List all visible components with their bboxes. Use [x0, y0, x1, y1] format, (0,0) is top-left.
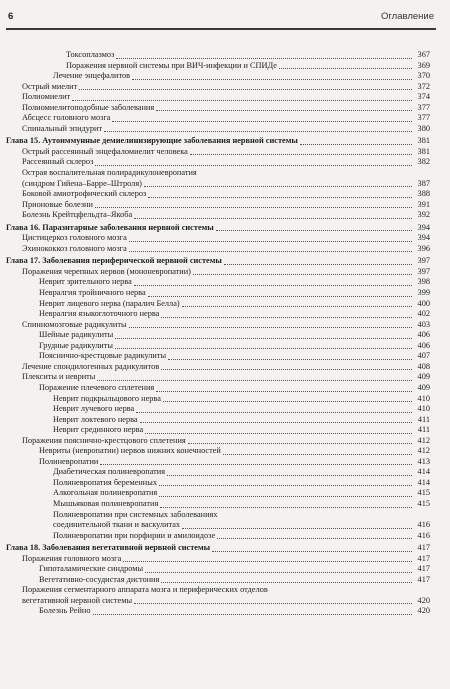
- toc-page-number: 403: [417, 319, 430, 329]
- dot-leader: [116, 58, 412, 59]
- toc-page-number: 388: [417, 189, 430, 199]
- toc-page-number: 367: [417, 50, 430, 59]
- dot-leader: [182, 528, 412, 529]
- toc-page-number: 391: [417, 199, 430, 209]
- toc-entry: [0, 157, 450, 168]
- toc-entry-title: Поражения головного мозга: [22, 553, 122, 563]
- toc-entry: [0, 510, 450, 521]
- toc-entry: [0, 288, 450, 299]
- toc-entry-title: Неврит подкрыльцового нерва: [53, 393, 161, 403]
- toc-entry-title: (синдром Гийена–Барре–Штроля): [22, 178, 142, 188]
- toc-entry: [0, 446, 450, 457]
- toc-page-number: 394: [417, 222, 430, 232]
- toc-page-number: 409: [417, 382, 430, 392]
- table-of-contents: [0, 50, 450, 617]
- toc-page-number: 380: [417, 123, 430, 133]
- dot-leader: [163, 401, 412, 402]
- dot-leader: [168, 359, 412, 360]
- toc-entry-title: Неврит локтевого нерва: [53, 414, 138, 424]
- toc-entry: [0, 436, 450, 447]
- toc-page-number: 415: [417, 488, 430, 498]
- toc-entry-title: Острый рассеянный энцефаломиелит человека: [22, 146, 188, 156]
- dot-leader: [160, 507, 412, 508]
- toc-entry: [0, 362, 450, 373]
- toc-entry-title: Глава 16. Паразитарные заболевания нервной системы: [6, 222, 214, 232]
- toc-entry: [0, 103, 450, 114]
- toc-entry: [0, 467, 450, 478]
- toc-entry-title: Полиомиелитоподобные заболевания: [22, 102, 155, 112]
- dot-leader: [224, 264, 412, 265]
- toc-page-number: 420: [417, 595, 430, 605]
- dot-leader: [140, 422, 412, 423]
- toc-entry: [0, 92, 450, 103]
- dot-leader: [104, 131, 412, 132]
- toc-entry-title: Поражения черепных нервов (мононевропатии): [22, 266, 191, 276]
- toc-page-number: 396: [417, 243, 430, 253]
- toc-entry-title: Острый миелит: [22, 81, 78, 91]
- dot-leader: [159, 496, 412, 497]
- toc-page-number: 382: [417, 157, 430, 167]
- toc-entry-title: Поражения нервной системы при ВИЧ-инфекции и СПИДе: [66, 60, 277, 70]
- toc-page-number: 372: [417, 81, 430, 91]
- dot-leader: [129, 327, 412, 328]
- toc-page-number: 406: [417, 340, 430, 350]
- toc-entry-title: соединительной ткани и васкулитах: [53, 520, 181, 530]
- toc-page-number: 409: [417, 372, 430, 382]
- dot-leader: [223, 454, 412, 455]
- dot-leader: [217, 538, 412, 539]
- toc-page-number: 420: [417, 606, 430, 616]
- toc-entry: [0, 499, 450, 510]
- toc-page-number: 394: [417, 233, 430, 243]
- toc-page-number: 416: [417, 530, 430, 540]
- dot-leader: [72, 100, 412, 101]
- dot-leader: [95, 207, 412, 208]
- toc-page-number: 410: [417, 404, 430, 414]
- dot-leader: [123, 561, 412, 562]
- dot-leader: [216, 230, 412, 231]
- toc-page-number: 392: [417, 210, 430, 220]
- dot-leader: [300, 144, 412, 145]
- toc-entry-title: Болезнь Рейно: [39, 606, 91, 616]
- toc-entry: [0, 394, 450, 405]
- toc-page-number: 370: [417, 71, 430, 81]
- toc-chapter-entry: [0, 223, 450, 234]
- dot-leader: [115, 348, 412, 349]
- toc-entry: [0, 210, 450, 221]
- dot-leader: [148, 296, 412, 297]
- toc-entry: [0, 200, 450, 211]
- dot-leader: [212, 551, 412, 552]
- toc-entry: [0, 531, 450, 542]
- dot-leader: [136, 412, 412, 413]
- toc-entry: [0, 168, 450, 179]
- toc-entry-title: Поражение плечевого сплетения: [39, 382, 155, 392]
- toc-entry: [0, 575, 450, 586]
- dot-leader: [144, 186, 412, 187]
- toc-entry-title: Поражения сегментарного аппарата мозга и периферических отделов: [22, 585, 268, 595]
- toc-page-number: 397: [417, 266, 430, 276]
- dot-leader: [95, 165, 412, 166]
- toc-entry-title: Спинномозговые радикулиты: [22, 319, 127, 329]
- toc-entry: [0, 277, 450, 288]
- toc-entry: [0, 383, 450, 394]
- toc-page-number: 412: [417, 435, 430, 445]
- dot-leader: [79, 89, 412, 90]
- dot-leader: [145, 433, 412, 434]
- dot-leader: [134, 603, 412, 604]
- toc-page-number: 416: [417, 520, 430, 530]
- toc-entry: [0, 585, 450, 596]
- toc-entry-title: Невралгия языкоглоточного нерва: [39, 309, 160, 319]
- toc-entry: [0, 61, 450, 72]
- toc-entry-title: Болезнь Крейтцфельдта–Якоба: [22, 210, 133, 220]
- dot-leader: [156, 391, 412, 392]
- running-title: Оглавление: [381, 11, 434, 22]
- toc-page-number: 412: [417, 446, 430, 456]
- toc-entry-title: Лечение энцефалитов: [53, 71, 131, 81]
- toc-entry-title: Невриты (невропатии) нервов нижних конечностей: [39, 446, 221, 456]
- dot-leader: [279, 68, 412, 69]
- toc-entry: [0, 330, 450, 341]
- toc-entry-title: Глава 17. Заболевания периферической нервной системы: [6, 256, 222, 266]
- toc-entry: [0, 189, 450, 200]
- toc-page-number: 387: [417, 178, 430, 188]
- toc-page-number: 411: [417, 425, 430, 435]
- toc-entry-title: Невралгия тройничного нерва: [39, 288, 146, 298]
- toc-entry: [0, 124, 450, 135]
- toc-entry-title: Эхинококкоз головного мозга: [22, 243, 127, 253]
- toc-page-number: 400: [417, 298, 430, 308]
- toc-page-number: 410: [417, 393, 430, 403]
- toc-chapter-entry: [0, 256, 450, 267]
- toc-entry-title: Неврит лицевого нерва (паралич Белла): [39, 298, 180, 308]
- toc-entry-title: Токсоплазмоз: [66, 50, 115, 59]
- toc-entry-title: Вегетативно-сосудистая дистония: [39, 574, 160, 584]
- toc-entry: [0, 244, 450, 255]
- toc-entry-title: Алкогольная полиневропатия: [53, 488, 158, 498]
- toc-page-number: 417: [417, 543, 430, 553]
- toc-entry-title: Поражения пояснично-крестцового сплетения: [22, 435, 186, 445]
- toc-entry: [0, 82, 450, 93]
- toc-entry: [0, 554, 450, 565]
- toc-entry-title: Неврит лучевого нерва: [53, 404, 135, 414]
- toc-entry: [0, 520, 450, 531]
- dot-leader: [134, 285, 412, 286]
- toc-page-number: 377: [417, 113, 430, 123]
- toc-entry-title: вегетативной нервной системы: [22, 595, 133, 605]
- toc-entry: [0, 564, 450, 575]
- dot-leader: [115, 338, 412, 339]
- toc-entry: [0, 309, 450, 320]
- dot-leader: [132, 79, 412, 80]
- toc-page-number: 397: [417, 256, 430, 266]
- toc-entry: [0, 147, 450, 158]
- toc-entry: [0, 488, 450, 499]
- toc-entry-title: Грудные радикулиты: [39, 340, 113, 350]
- toc-entry-title: Шейные радикулиты: [39, 330, 114, 340]
- dot-leader: [129, 241, 412, 242]
- toc-entry-title: Неврит срединного нерва: [53, 425, 144, 435]
- toc-entry-title: Полиомиелит: [22, 92, 71, 102]
- toc-entry: [0, 113, 450, 124]
- toc-page-number: 417: [417, 553, 430, 563]
- toc-page-number: 407: [417, 351, 430, 361]
- toc-page-number: 398: [417, 277, 430, 287]
- toc-page-number: 414: [417, 467, 430, 477]
- toc-entry-title: Полиневропатии: [39, 456, 99, 466]
- toc-entry: [0, 50, 450, 61]
- toc-chapter-entry: [0, 543, 450, 554]
- dot-leader: [145, 572, 412, 573]
- toc-entry-title: Полиневропатии при системных заболеваниях: [53, 509, 218, 519]
- toc-page-number: 411: [417, 414, 430, 424]
- toc-entry-title: Спинальный эпидурит: [22, 123, 103, 133]
- toc-entry-title: Глава 18. Заболевания вегетативной нервной системы: [6, 543, 211, 553]
- dot-leader: [97, 380, 412, 381]
- dot-leader: [129, 251, 412, 252]
- toc-page-number: 381: [417, 136, 430, 146]
- toc-entry: [0, 267, 450, 278]
- toc-entry-title: Гипоталамические синдромы: [39, 564, 144, 574]
- toc-entry-title: Неврит зрительного нерва: [39, 277, 132, 287]
- toc-entry: [0, 596, 450, 607]
- toc-entry-title: Острая воспалительная полирадикулоневропатия: [22, 168, 197, 178]
- toc-entry: [0, 425, 450, 436]
- toc-entry-title: Боковой амиотрофический склероз: [22, 189, 147, 199]
- dot-leader: [134, 218, 412, 219]
- dot-leader: [148, 197, 412, 198]
- toc-entry: [0, 299, 450, 310]
- dot-leader: [156, 110, 412, 111]
- toc-entry-title: Прионовые болезни: [22, 199, 93, 209]
- toc-page-number: 413: [417, 456, 430, 466]
- toc-entry: [0, 341, 450, 352]
- toc-entry: [0, 606, 450, 617]
- dot-leader: [182, 306, 412, 307]
- dot-leader: [112, 121, 412, 122]
- dot-leader: [167, 475, 412, 476]
- dot-leader: [190, 154, 412, 155]
- toc-entry-title: Диабетическая полиневропатия: [53, 467, 166, 477]
- toc-chapter-entry: [0, 136, 450, 147]
- toc-entry-title: Цистицеркоз головного мозга: [22, 233, 127, 243]
- toc-entry: [0, 71, 450, 82]
- dot-leader: [161, 369, 412, 370]
- toc-entry-title: Лечение спондилогенных радикулитов: [22, 361, 160, 371]
- dot-leader: [159, 485, 412, 486]
- toc-page-number: 417: [417, 564, 430, 574]
- dot-leader: [100, 464, 412, 465]
- toc-entry: [0, 457, 450, 468]
- toc-entry-title: Полиневропатия беременных: [53, 477, 157, 487]
- toc-page-number: 374: [417, 92, 430, 102]
- toc-entry-title: Мышьяковая полиневропатия: [53, 498, 159, 508]
- toc-page-number: 414: [417, 477, 430, 487]
- toc-entry-title: Рассеянный склероз: [22, 157, 94, 167]
- toc-page-number: 377: [417, 102, 430, 112]
- toc-page-number: 415: [417, 498, 430, 508]
- toc-entry: [0, 372, 450, 383]
- toc-page-number: 369: [417, 60, 430, 70]
- toc-entry-title: Абсцесс головного мозга: [22, 113, 111, 123]
- toc-entry-title: Плекситы и невриты: [22, 372, 96, 382]
- toc-entry-title: Пояснично-крестцовые радикулиты: [39, 351, 167, 361]
- toc-entry: [0, 478, 450, 489]
- toc-entry: [0, 179, 450, 190]
- toc-entry: [0, 351, 450, 362]
- toc-page-number: 399: [417, 288, 430, 298]
- dot-leader: [161, 582, 412, 583]
- toc-entry: [0, 320, 450, 331]
- toc-page-number: 408: [417, 361, 430, 371]
- toc-entry-title: Глава 15. Аутоиммунные демиелинизирующие заболевания нервной системы: [6, 136, 298, 146]
- dot-leader: [188, 443, 412, 444]
- toc-page-number: 381: [417, 146, 430, 156]
- toc-entry-title: Полиневропатии при порфирии и амилоидозе: [53, 530, 216, 540]
- page-number: 6: [8, 11, 14, 22]
- dot-leader: [161, 317, 412, 318]
- toc-page-number: 406: [417, 330, 430, 340]
- dot-leader: [93, 614, 412, 615]
- toc-entry: [0, 233, 450, 244]
- toc-entry: [0, 404, 450, 415]
- toc-page-number: 402: [417, 309, 430, 319]
- toc-entry: [0, 415, 450, 426]
- toc-page-number: 417: [417, 574, 430, 584]
- page-header: [6, 8, 436, 30]
- dot-leader: [193, 274, 412, 275]
